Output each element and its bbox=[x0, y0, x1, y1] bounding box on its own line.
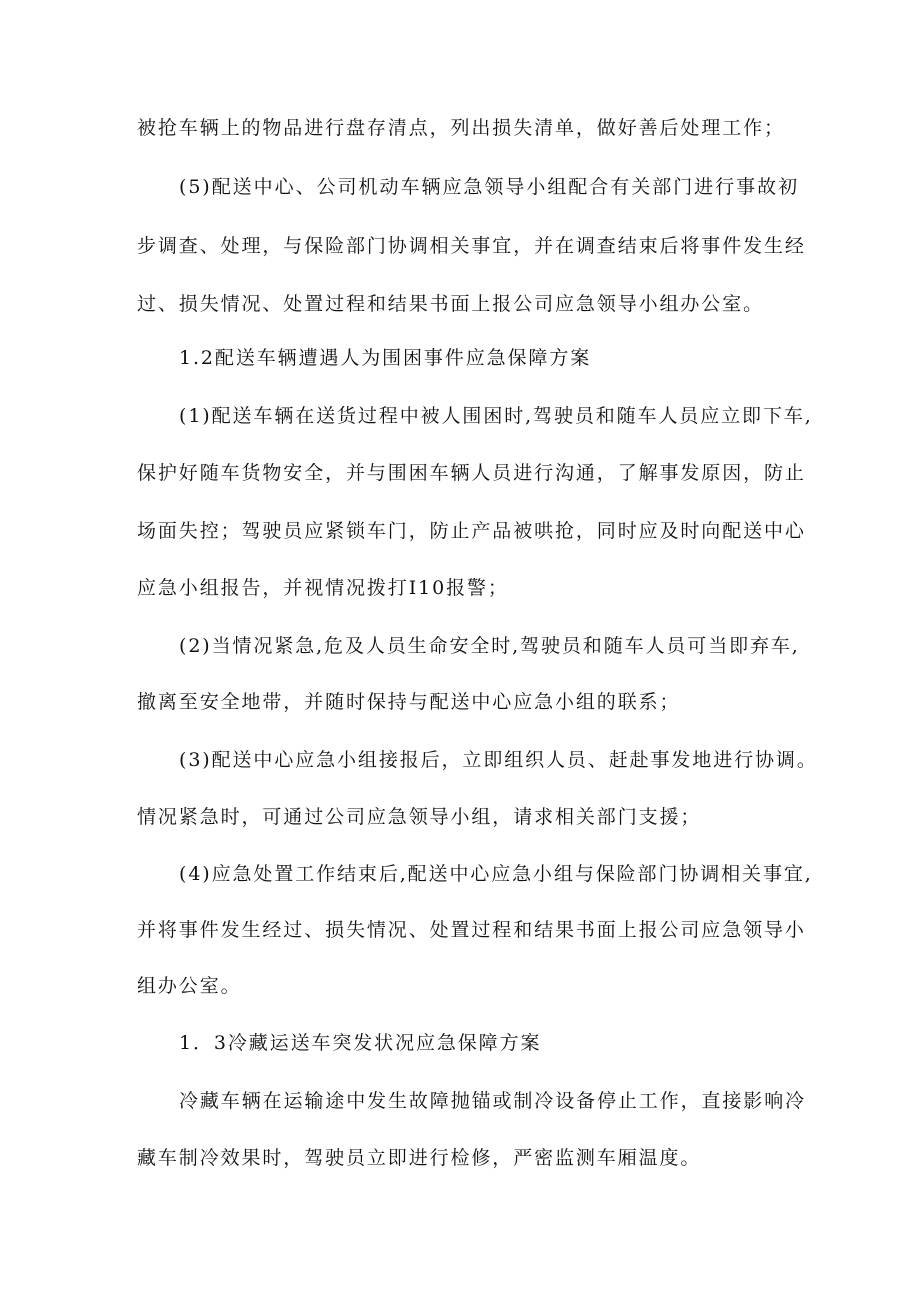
text-line: (3)配送中心应急小组接报后，立即组织人员、赶赴事发地进行协调。 bbox=[179, 749, 818, 771]
text-line: 撤离至安全地带，并随时保持与配送中心应急小组的联系； bbox=[137, 691, 681, 713]
text-line: 藏车制冷效果时，驾驶员立即进行检修，严密监测车厢温度。 bbox=[137, 1147, 702, 1169]
text-line: 过、损失情况、处置过程和结果书面上报公司应急领导小组办公室。 bbox=[137, 293, 765, 315]
text-line: 冷藏车辆在运输途中发生故障抛锚或制冷设备停止工作，直接影响冷 bbox=[179, 1090, 807, 1112]
text-line: (5)配送中心、公司机动车辆应急领导小组配合有关部门进行事故初 bbox=[179, 176, 799, 198]
text-line: 情况紧急时，可通过公司应急领导小组，请求相关部门支援； bbox=[137, 806, 702, 828]
text-line: 步调查、处理，与保险部门协调相关事宜，并在调查结束后将事件发生经 bbox=[137, 235, 806, 257]
text-line: 应急小组报告，并视情况拨打I10报警； bbox=[137, 577, 509, 599]
text-line: 保护好随车货物安全，并与围困车辆人员进行沟通，了解事发原因，防止 bbox=[137, 462, 806, 484]
text-line: (2)当情况紧急,危及人员生命安全时,驾驶员和随车人员可当即弃车, bbox=[179, 635, 800, 657]
text-line: 组办公室。 bbox=[137, 975, 242, 997]
text-line: 场面失控；驾驶员应紧锁车门，防止产品被哄抢，同时应及时向配送中心 bbox=[137, 520, 806, 542]
section-heading: 1.2配送车辆遭遇人为围困事件应急保障方案 bbox=[179, 347, 592, 369]
section-heading: 1．3冷藏运送车突发状况应急保障方案 bbox=[179, 1032, 542, 1054]
text-line: 并将事件发生经过、损失情况、处置过程和结果书面上报公司应急领导小 bbox=[137, 919, 806, 941]
text-line: 被抢车辆上的物品进行盘存清点，列出损失清单，做好善后处理工作； bbox=[137, 117, 785, 139]
text-line: (1)配送车辆在送货过程中被人围困时,驾驶员和随车人员应立即下车, bbox=[179, 405, 813, 427]
text-line: (4)应急处置工作结束后,配送中心应急小组与保险部门协调相关事宜, bbox=[179, 863, 813, 885]
